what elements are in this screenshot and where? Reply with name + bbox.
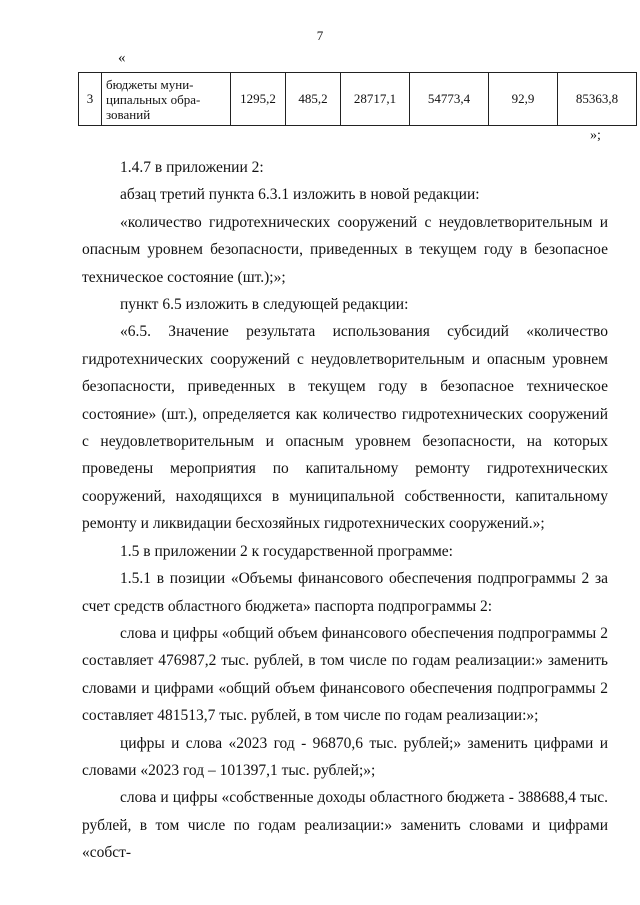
- paragraph: цифры и слова «2023 год - 96870,6 тыс. рублей;» заменить цифрами и словами «2023 год – 101397,1 тыс. рублей;»;: [82, 734, 608, 779]
- paragraph: слова и цифры «собственные доходы областного бюджета - 388688,4 тыс. рублей, в том числе по годам реализации:» заменить словами и цифрами «собст-: [82, 789, 608, 862]
- paragraph: «6.5. Значение результата использования субсидий «количество гидротехнических сооружений с неудовлетворительным и опасным уровнем безопасности, приведенных в текущем году в безопасное техническое состояние» (шт.), определяется как количество гидротехнических сооружений с неудовлетворительным и опасным уровнем безопасности, на которых проведены мероприятия по капитальному ремонту гидротехнических сооружений, находящихся в муниципальной собственности, капитальному ремонту и ликвидации бесхозяйных гидротехнических сооружений.»;: [82, 323, 608, 533]
- paragraph: абзац третий пункта 6.3.1 изложить в новой редакции:: [120, 186, 480, 204]
- table-row: [79, 73, 637, 126]
- row-name-cell: [102, 73, 231, 126]
- budget-table: [78, 72, 637, 126]
- row-name-line: бюджеты муни-: [106, 76, 194, 92]
- row-name-line: ципальных обра-: [106, 91, 201, 107]
- document-body: [82, 154, 608, 867]
- row-number-cell: 3: [79, 73, 102, 126]
- row-name-line: зований: [106, 106, 151, 122]
- paragraph: 1.4.7 в приложении 2:: [120, 159, 264, 176]
- value-cell: 54773,4: [410, 73, 489, 126]
- page-number: 7: [316, 28, 324, 43]
- opening-quote-mark: «: [118, 50, 126, 66]
- value-cell: 92,9: [489, 73, 558, 126]
- paragraph: слова и цифры «общий объем финансового обеспечения подпрограммы 2 составляет 476987,2 тыс. рублей, в том числе по годам реализации:» заменить словами и цифрами «общий объем финансового обеспечения подпрограммы 2 составляет 481513,7 тыс. рублей, в том числе по годам реализации:»;: [82, 624, 608, 725]
- paragraph: 1.5 в приложении 2 к государственной программе:: [120, 542, 453, 560]
- value-cell: 28717,1: [341, 73, 410, 126]
- paragraph: 1.5.1 в позиции «Объемы финансового обеспечения подпрограммы 2 за счет средств областного бюджета» паспорта подпрограммы 2:: [82, 570, 608, 615]
- closing-quote-mark: »;: [590, 128, 601, 143]
- value-cell: 1295,2: [231, 73, 286, 126]
- value-cell: 485,2: [286, 73, 341, 126]
- paragraph: «количество гидротехнических сооружений с неудовлетворительным и опасным уровнем безопасности, приведенных в текущем году в безопасное техническое состояние (шт.);»;: [82, 213, 608, 286]
- paragraph: пункт 6.5 изложить в следующей редакции:: [120, 296, 409, 314]
- value-cell: 85363,8: [558, 73, 637, 126]
